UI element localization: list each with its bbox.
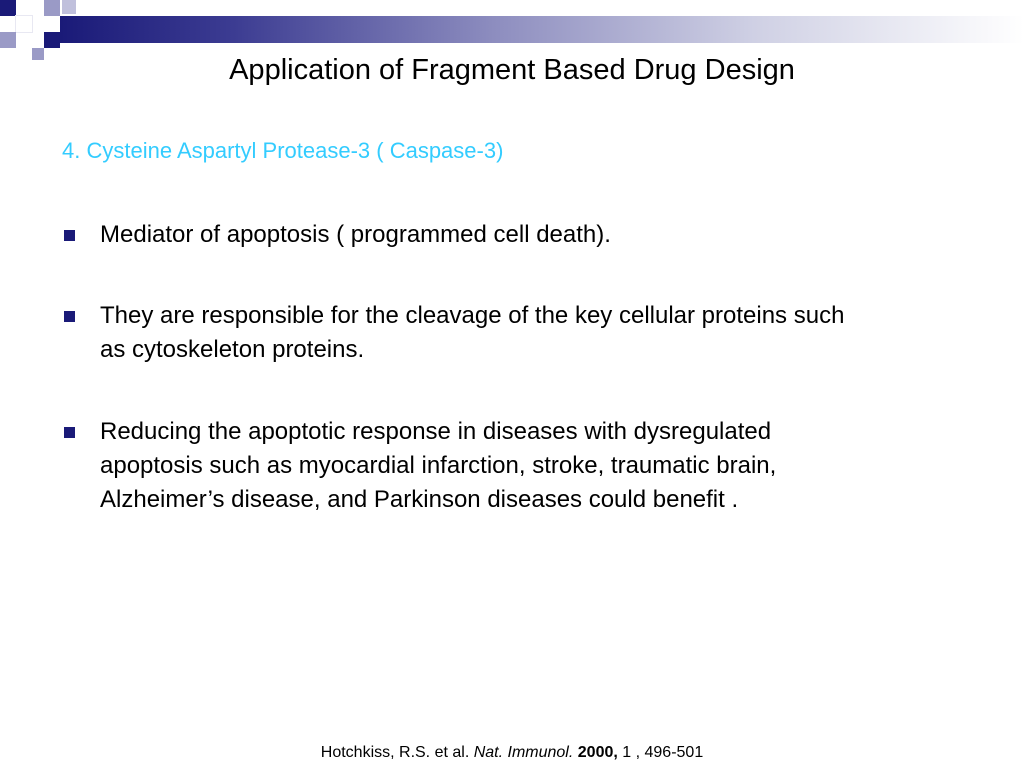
bullet-item	[100, 299, 1000, 367]
citation	[0, 742, 1024, 764]
bullet-text-line: They are responsible for the cleavage of the key cellular proteins such	[100, 302, 845, 329]
header-gradient-bar	[60, 16, 1024, 43]
square-bullet-icon	[64, 230, 75, 241]
bullet-item	[100, 218, 1000, 252]
citation-year: 2000,	[577, 744, 618, 761]
square-bullet-icon	[64, 427, 75, 438]
bullet-text-line: Alzheimer’s disease, and Parkinson diseases could benefit .	[100, 486, 739, 513]
slide-subtitle: 4. Cysteine Aspartyl Protease-3 ( Caspase-3)	[62, 138, 504, 163]
bullet-text-line: apoptosis such as myocardial infarction, stroke, traumatic brain,	[100, 452, 777, 479]
bullet-text-line: as cytoskeleton proteins.	[100, 336, 365, 363]
citation-journal: Nat. Immunol.	[473, 744, 574, 761]
bullet-text-line: Reducing the apoptotic response in diseases with dysregulated	[100, 418, 772, 445]
bullet-item	[100, 415, 1000, 517]
square-bullet-icon	[64, 311, 75, 322]
citation-authors: Hotchkiss, R.S. et al.	[320, 744, 470, 761]
citation-details: 1 , 496-501	[622, 744, 704, 761]
bullet-text-line: Mediator of apoptosis ( programmed cell death).	[100, 221, 611, 248]
slide-title: Application of Fragment Based Drug Design	[229, 54, 795, 86]
